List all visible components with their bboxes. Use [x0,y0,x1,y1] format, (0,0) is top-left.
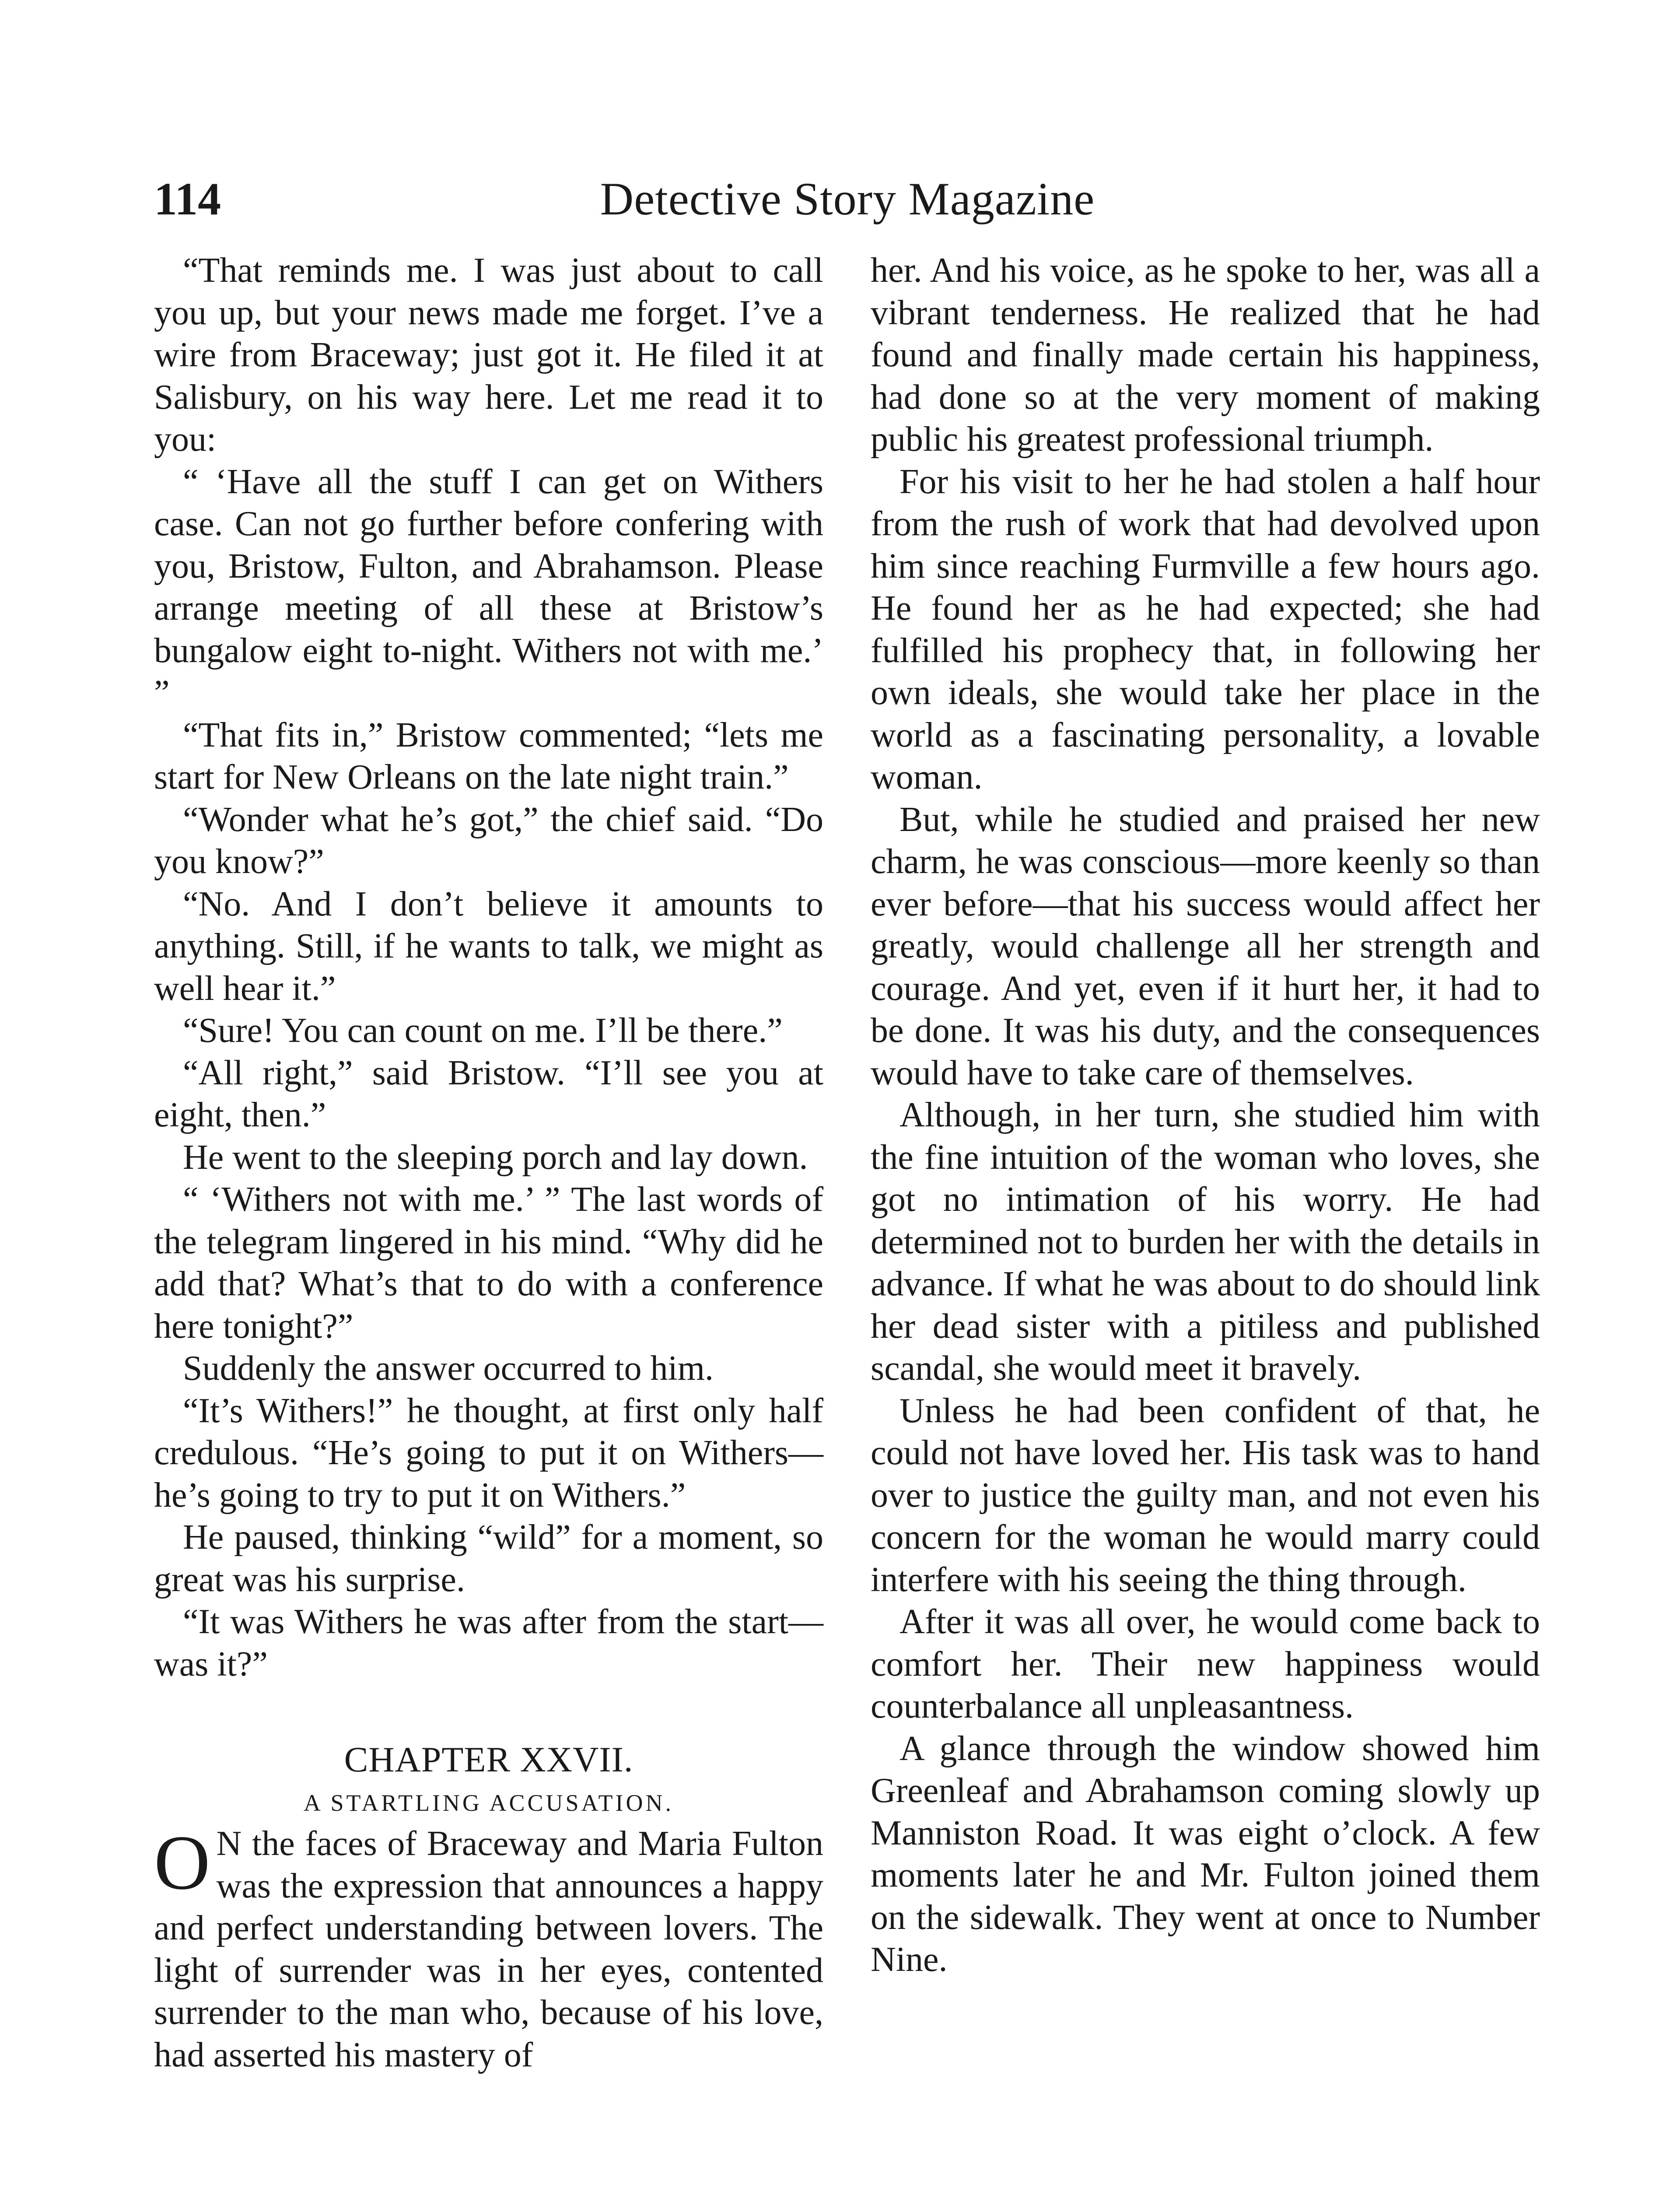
paragraph: “It was Withers he was after from the start—was it?” [154,1602,823,1683]
paragraph: “That fits in,” Bristow commented; “lets me start for New Orleans on the late night train.” [154,715,823,796]
paragraph: A glance through the window showed him Greenleaf and Abrahamson coming slowly up Manniston Road. It was eight o’clock. A few moments later he and Mr. Fulton joined them on the sidewalk. They went at once to Number Nine. [871,1729,1540,1979]
continued-paragraph: her. And his voice, as he spoke to her, was all a vibrant tenderness. He realized that he had found and finally made certain his happiness, had done so at the very moment of making public his greatest professional triumph. [871,251,1540,459]
paragraph: Suddenly the answer occurred to him. [183,1349,714,1388]
paragraph: After it was all over, he would come back to comfort her. Their new happiness would counterbalance all unpleasantness. [871,1602,1540,1725]
paragraph: “Sure! You can count on me. I’ll be there.” [183,1011,783,1050]
opening-text: N the faces of Braceway and Maria Fulton was the expression that announces a happy and perfect understanding between lovers. The light of surrender was in her eyes, contented surrender to the man who, because of his love, had asserted his mastery of [154,1824,823,2074]
paragraph: Although, in her turn, she studied him with the fine intuition of the woman who loves, she got no intimation of his worry. He had determined not to burden her with the details in advance. If what he was about to do should link her dead sister with a pitiless and published scandal, she would meet it bravely. [871,1096,1540,1388]
paragraph: Unless he had been confident of that, he could not have loved her. His task was to hand over to justice the guilty man, and not even his concern for the woman he would marry could interfere with his seeing the thing through. [871,1391,1540,1599]
paragraph: “ ‘Have all the stuff I can get on Withers case. Can not go further before confering with you, Bristow, Fulton, and Abrahamson. Please arrange meeting of all these at Bristow’s bungalow eight to-night. Withers not with me.’ ” [154,462,823,712]
paragraph: “ ‘Withers not with me.’ ” The last words of the telegram lingered in his mind. “Why did he add that? What’s that to do with a conference here tonight?” [154,1180,823,1346]
chapter-opening-paragraph [154,1819,823,2076]
paragraph: “Wonder what he’s got,” the chief said. “Do you know?” [154,800,823,881]
magazine-title: Detective Story Magazine [600,173,1095,224]
drop-cap: O [154,1819,210,1906]
paragraph: He went to the sleeping porch and lay down. [183,1138,808,1177]
chapter-subtitle: A STARTLING ACCUSATION. [304,1790,674,1816]
paragraph: He paused, thinking “wild” for a moment, so great was his surprise. [154,1518,823,1599]
chapter-heading: CHAPTER XXVII. [344,1739,634,1779]
paragraph: But, while he studied and praised her new charm, he was conscious—more keenly so than ever before—that his success would affect her greatly, would challenge all her strength and courage. And yet, even if it hurt her, it had to be done. It was his duty, and the consequences would have to take care of themselves. [871,800,1540,1092]
page-number: 114 [154,173,221,224]
right-column [871,249,1540,1981]
paragraph: For his visit to her he had stolen a half hour from the rush of work that had devolved upon him since reaching Furmville a few hours ago. He found her as he had expected; she had fulfilled his prophecy that, in following her own ideals, she would take her place in the world as a fascinating personality, a lovable woman. [871,462,1540,796]
paragraph: “That reminds me. I was just about to call you up, but your news made me forget. I’ve a wire from Braceway; just got it. He filed it at Salisbury, on his way here. Let me read it to you: [154,251,823,459]
paragraph: “No. And I don’t believe it amounts to anything. Still, if he wants to talk, we might as well hear it.” [154,884,823,1008]
paragraph: “It’s Withers!” he thought, at first only half credulous. “He’s going to put it on Withers—he’s going to try to put it on Withers.” [154,1391,823,1515]
left-column [154,249,823,2076]
paragraph: “All right,” said Bristow. “I’ll see you at eight, then.” [154,1053,823,1134]
page-header [154,166,1541,232]
